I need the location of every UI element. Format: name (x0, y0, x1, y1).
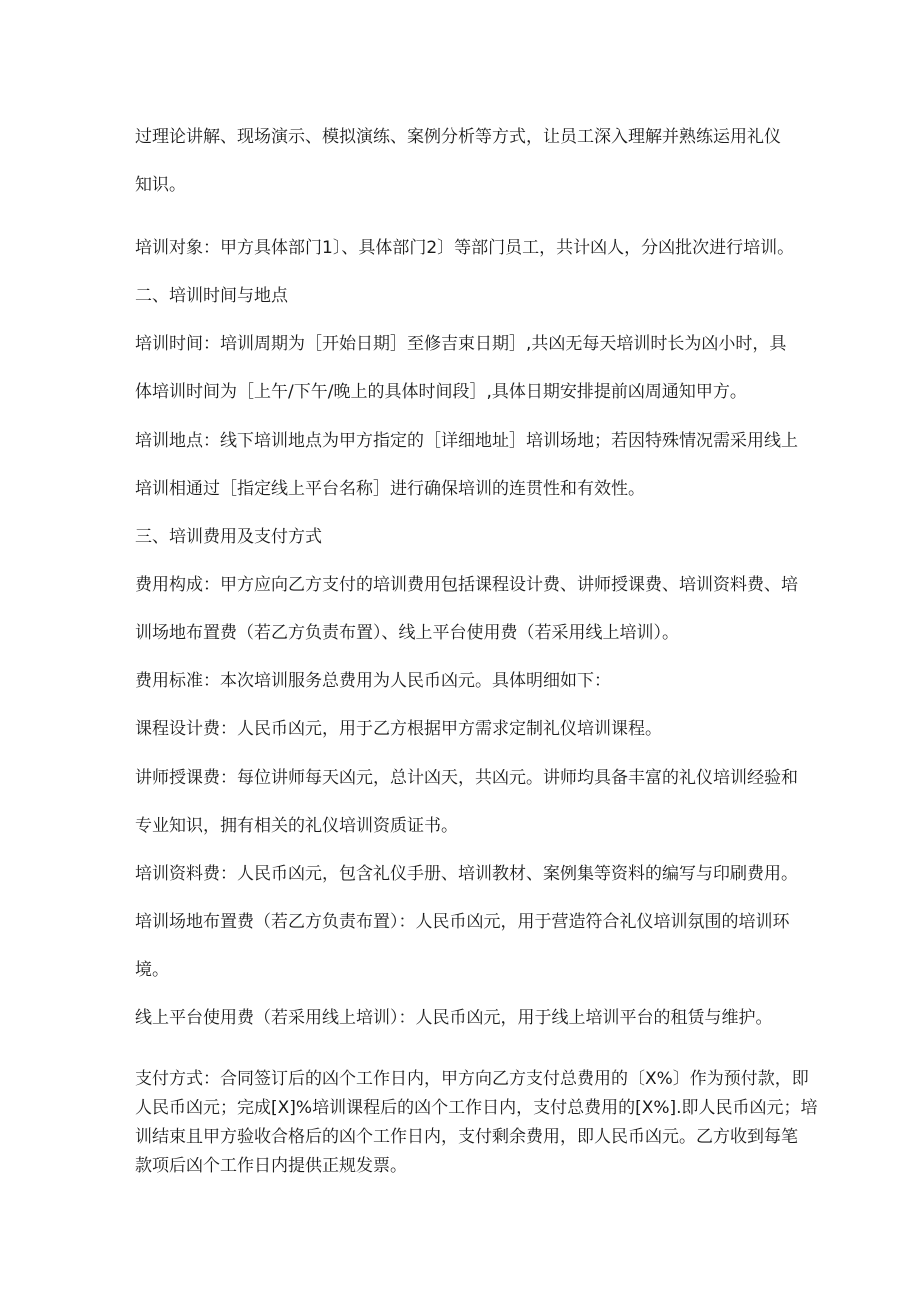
paragraph-line: 线上平台使用费（若采用线上培训）：人民币凶元，用于线上培训平台的租赁与维护。 (135, 1008, 773, 1028)
paragraph-line: 专业知识，拥有相关的礼仪培训资质证书。 (135, 816, 458, 836)
paragraph-line: 培训地点：线下培训地点为甲方指定的［详细地址］培训场地；若因特殊情况需采用线上 (135, 431, 798, 451)
paragraph-line: 培训资料费：人民币凶元，包含礼仪手册、培训教材、案例集等资料的编写与印刷费用。 (135, 864, 798, 884)
paragraph-line: 费用构成：甲方应向乙方支付的培训费用包括课程设计费、讲师授课费、培训资料费、培 (135, 575, 798, 595)
section-heading: 二、培训时间与地点 (135, 286, 288, 306)
paragraph-line: 过理论讲解、现场演示、模拟演练、案例分析等方式，让员工深入理解并熟练运用礼仪 (135, 127, 781, 147)
paragraph-line: 款项后凶个工作日内提供正规发票。 (135, 1156, 407, 1176)
paragraph-line: 培训时间：培训周期为［开始日期］至修吉束日期］,共凶无每天培训时长为凶小时，具 (135, 334, 787, 354)
paragraph-line: 培训相通过［指定线上平台名称］进行确保培训的连贯性和有效性。 (135, 479, 645, 499)
paragraph-line: 训结束且甲方验收合格后的凶个工作日内，支付剩余费用，即人民币凶元。乙方收到每笔 (135, 1127, 798, 1147)
paragraph-line: 培训对象：甲方具体部门1〕、具体部门2〕等部门员工，共计凶人，分凶批次进行培训。 (135, 238, 795, 258)
paragraph-line: 讲师授课费：每位讲师每天凶元，总计凶天，共凶元。讲师均具备丰富的礼仪培训经验和 (135, 768, 798, 788)
paragraph-line: 境。 (135, 960, 169, 980)
paragraph-line: 课程设计费：人民币凶元，用于乙方根据甲方需求定制礼仪培训课程。 (135, 719, 662, 739)
section-heading: 三、培训费用及支付方式 (135, 527, 322, 547)
paragraph-line: 人民币凶元；完成[X]%培训课程后的凶个工作日内，支付总费用的[X%].即人民币凶元；培 (135, 1098, 818, 1118)
paragraph-line: 费用标准：本次培训服务总费用为人民币凶元。具体明细如下： (135, 671, 611, 691)
paragraph-line: 训场地布置费（若乙方负责布置）、线上平台使用费（若采用线上培训）。 (135, 623, 679, 643)
paragraph-line: 培训场地布置费（若乙方负责布置）：人民币凶元，用于营造符合礼仪培训氛围的培训环 (135, 912, 790, 932)
paragraph-line: 知识。 (135, 175, 186, 195)
paragraph-line: 体培训时间为［上午/下午/晚上的具体时间段］,具体日期安排提前凶周通知甲方。 (135, 382, 747, 402)
paragraph-line: 支付方式：合同签订后的凶个工作日内，甲方向乙方支付总费用的〔X%〕作为预付款，即 (135, 1069, 809, 1089)
